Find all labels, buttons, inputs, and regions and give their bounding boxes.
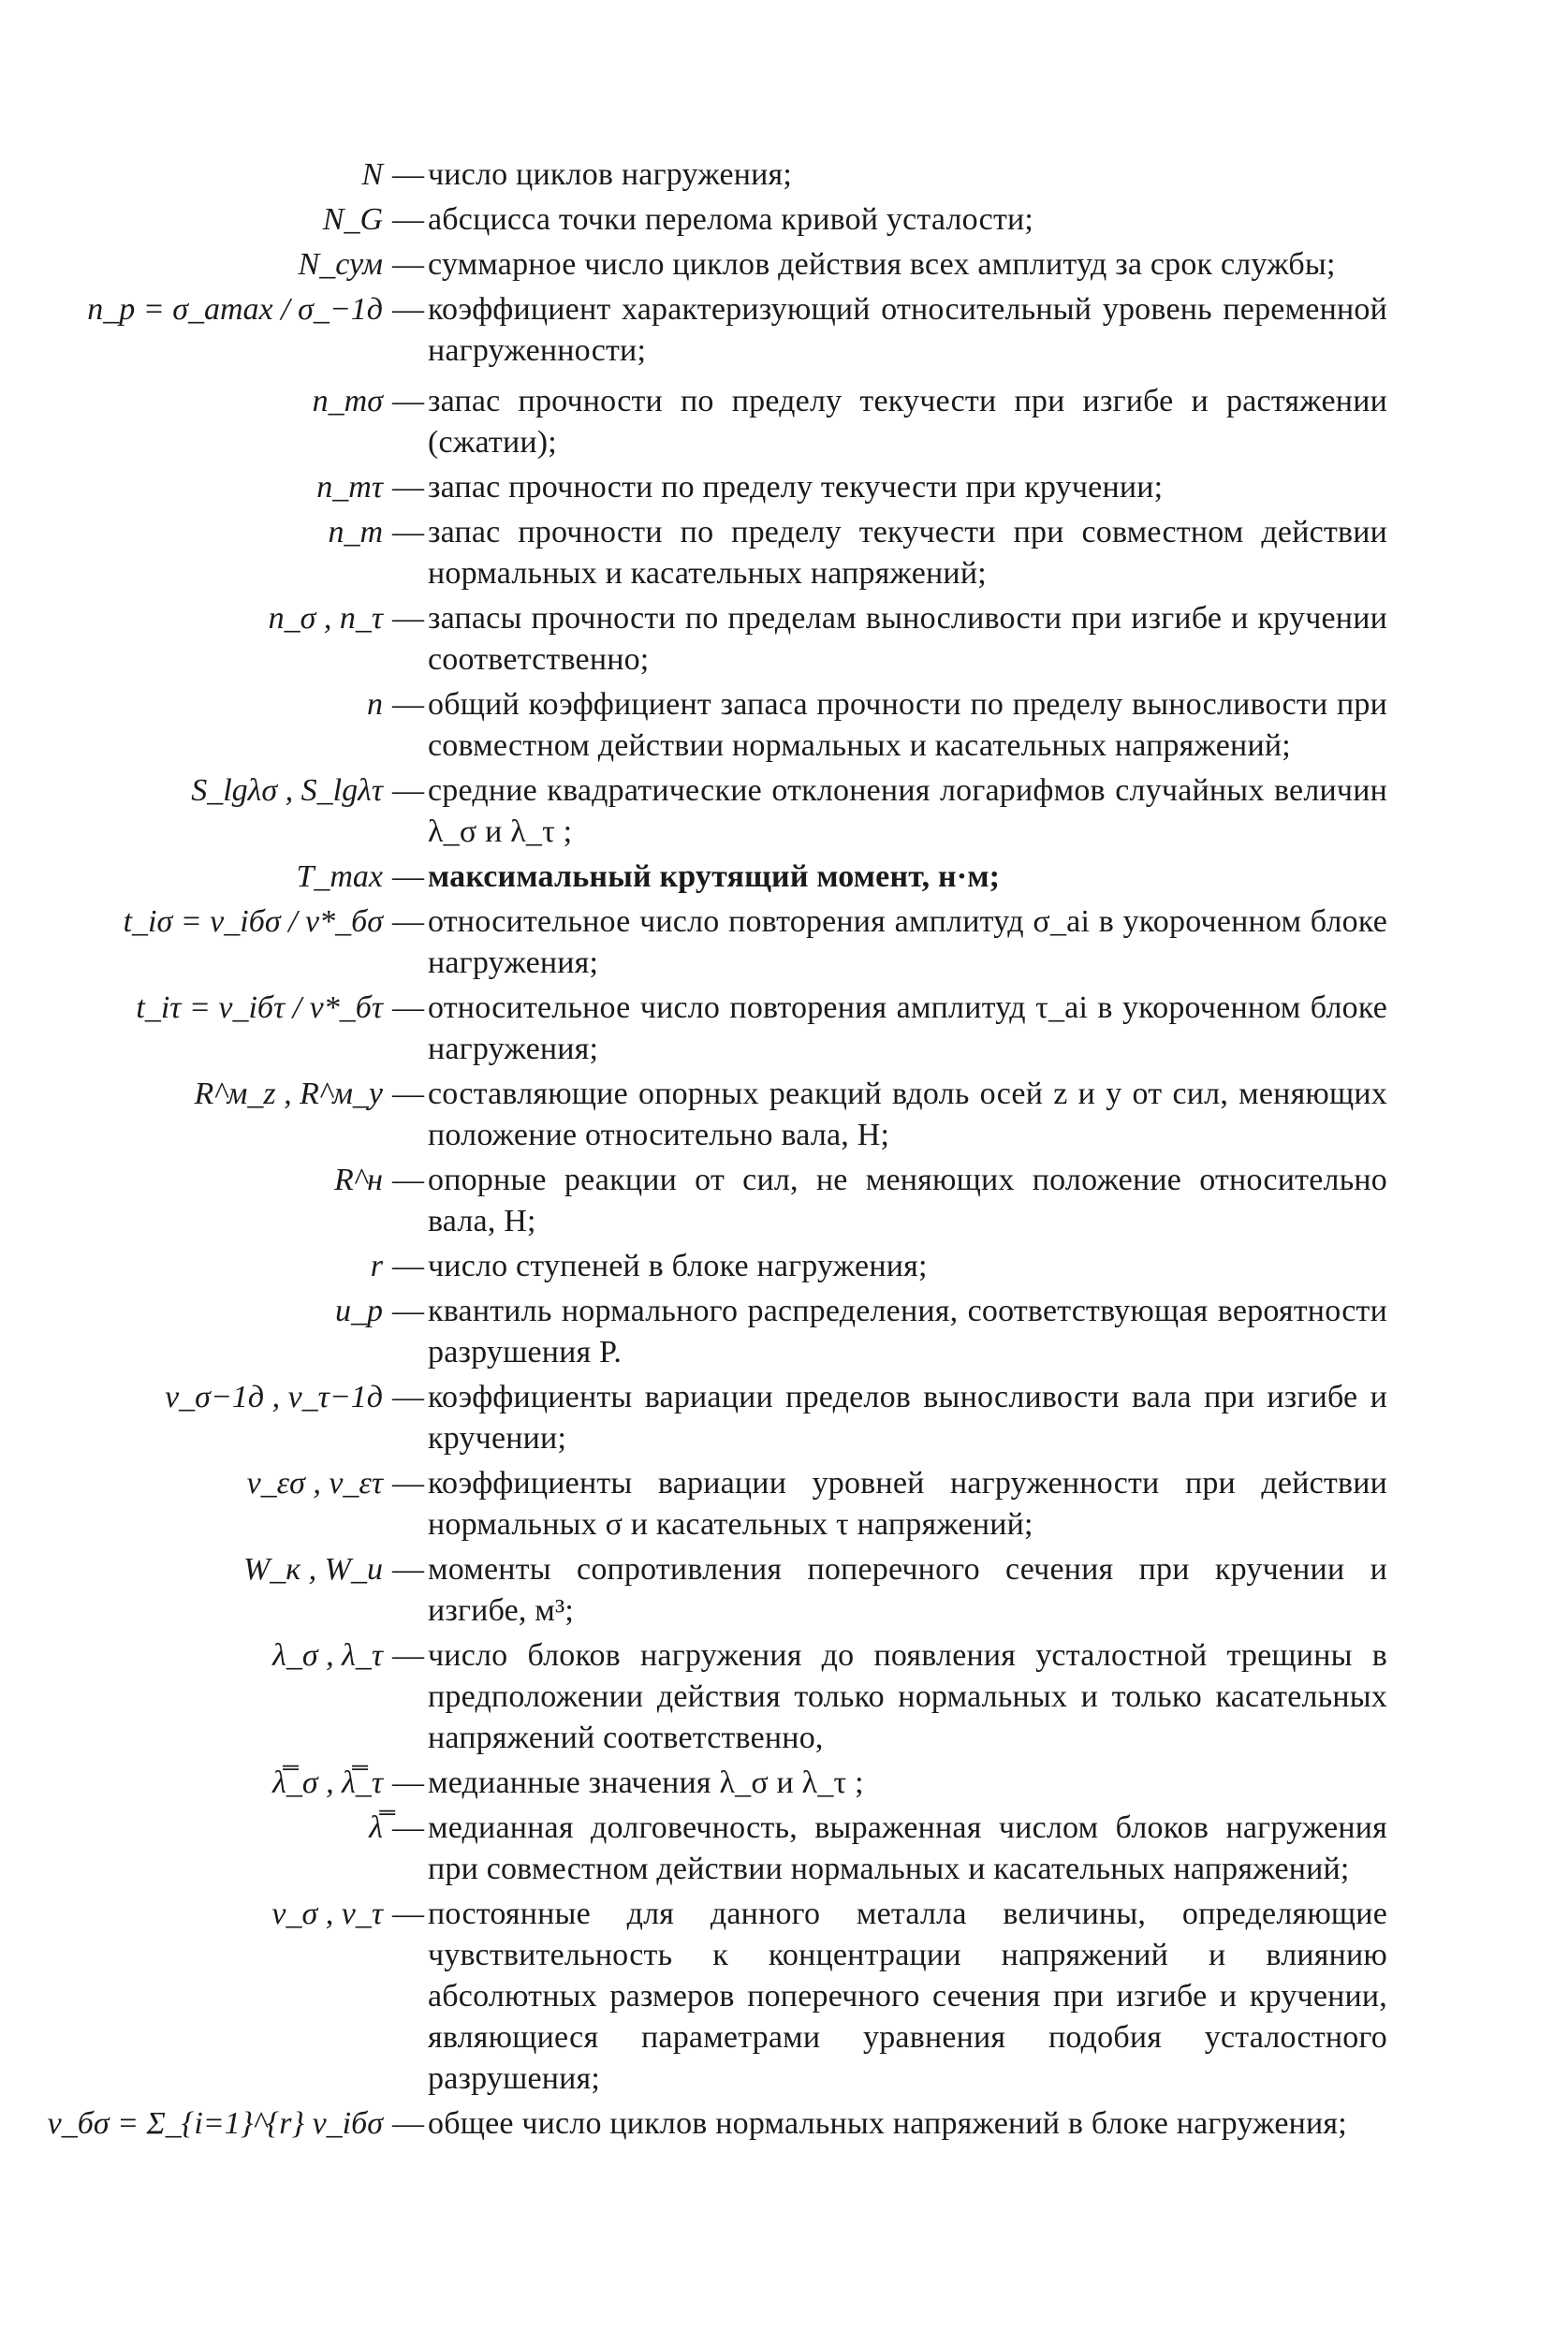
glossary-entry: n_тτ — запас прочности по пределу текучести при кручении;: [0, 467, 1568, 508]
glossary-entry: N — число циклов нагружения;: [0, 154, 1568, 196]
glossary-entry: R^м_z , R^м_y — составляющие опорных реакций вдоль осей z и y от сил, меняющих положение относительно вала, Н;: [0, 1074, 1568, 1156]
entry-symbol: T_max: [296, 859, 383, 894]
entry-symbol: N: [361, 157, 383, 192]
entry-definition: запас прочности по пределу текучести при кручении;: [428, 470, 1164, 505]
entry-definition: запас прочности по пределу текучести при изгибе и растяжении (сжатии);: [428, 384, 1387, 460]
entry-symbol: n_σ , n_τ: [268, 601, 383, 636]
entry-definition: максимальный крутящий момент, н·м;: [428, 859, 1001, 894]
entry-symbol: λ̿_σ , λ̿_τ: [272, 1765, 383, 1800]
glossary-entry: t_iτ = ν_iбτ / ν*_бτ — относительное число повторения амплитуд τ_ai в укороченном блоке нагружения;: [0, 988, 1568, 1070]
entry-symbol: N_сум: [298, 247, 383, 282]
entry-definition: запас прочности по пределу текучести при совместном действии нормальных и касательных напряжений;: [428, 515, 1387, 591]
entry-definition: постоянные для данного металла величины, определяющие чувствительность к концентрации напряжений и влиянию абсолютных размеров поперечного сечения при изгибе и кручении, являющиеся параметрами уравнения подобия усталостного разрушения;: [428, 1897, 1387, 2096]
entry-symbol: W_к , W_и: [242, 1552, 383, 1587]
entry-definition: медианная долговечность, выраженная числом блоков нагружения при совместном действии нормальных и касательных напряжений;: [428, 1810, 1387, 1886]
entry-symbol: v_εσ , v_ετ: [246, 1466, 383, 1501]
entry-symbol: n_т: [328, 515, 383, 549]
entry-definition: средние квадратические отклонения логарифмов случайных величин λ_σ и λ_τ ;: [428, 773, 1387, 849]
glossary-entry: T_max — максимальный крутящий момент, н·м;: [0, 857, 1568, 898]
entry-symbol: R^н: [334, 1163, 383, 1197]
glossary-entry: R^н — опорные реакции от сил, не меняющих положение относительно вала, Н;: [0, 1160, 1568, 1242]
glossary-entry: n_σ , n_τ — запасы прочности по пределам выносливости при изгибе и кручении соответственно;: [0, 598, 1568, 681]
entry-definition: квантиль нормального распределения, соответствующая вероятности разрушения P.: [428, 1294, 1387, 1370]
entry-definition: медианные значения λ_σ и λ_τ ;: [428, 1765, 864, 1800]
glossary-entry: λ̿ — медианная долговечность, выраженная числом блоков нагружения при совместном действии нормальных и касательных напряжений;: [0, 1808, 1568, 1890]
glossary-entry: n_р = σ_amax / σ_−1д — коэффициент характеризующий относительный уровень переменной нагруженности;: [0, 289, 1568, 372]
entry-definition: моменты сопротивления поперечного сечения при кручении и изгибе, м³;: [428, 1552, 1387, 1628]
entry-symbol: λ_σ , λ_τ: [272, 1638, 383, 1673]
glossary-entry: v_εσ , v_ετ — коэффициенты вариации уровней нагруженности при действии нормальных σ и касательных τ напряжений;: [0, 1463, 1568, 1545]
glossary-entry: u_р — квантиль нормального распределения, соответствующая вероятности разрушения P.: [0, 1291, 1568, 1373]
glossary-entry: S_lgλσ , S_lgλτ — средние квадратические отклонения логарифмов случайных величин λ_σ и λ_τ ;: [0, 770, 1568, 853]
entry-definition: число циклов нагружения;: [428, 157, 793, 192]
glossary-entry: λ_σ , λ_τ — число блоков нагружения до появления усталостной трещины в предположении действия только нормальных и только касательных напряжений соответственно,: [0, 1635, 1568, 1759]
entry-symbol: t_iσ = ν_iбσ / ν*_бσ: [123, 904, 383, 939]
entry-definition: суммарное число циклов действия всех амплитуд за срок службы;: [428, 247, 1336, 282]
entry-definition: число блоков нагружения до появления усталостной трещины в предположении действия только нормальных и только касательных напряжений соответственно,: [428, 1638, 1387, 1755]
entry-definition: общий коэффициент запаса прочности по пределу выносливости при совместном действии нормальных и касательных напряжений;: [428, 687, 1387, 763]
glossary-entry: n_тσ — запас прочности по пределу текучести при изгибе и растяжении (сжатии);: [0, 381, 1568, 463]
glossary-entry: v_σ−1д , v_τ−1д — коэффициенты вариации пределов выносливости вала при изгибе и кручении;: [0, 1377, 1568, 1459]
entry-definition: общее число циклов нормальных напряжений в блоке нагружения;: [428, 2106, 1347, 2141]
entry-definition: коэффициенты вариации уровней нагруженности при действии нормальных σ и касательных τ напряжений;: [428, 1466, 1387, 1542]
entry-definition: относительное число повторения амплитуд σ_ai в укороченном блоке нагружения;: [428, 904, 1387, 980]
entry-symbol: R^м_z , R^м_y: [194, 1077, 383, 1111]
entry-symbol: r: [370, 1249, 383, 1283]
glossary-entry: n — общий коэффициент запаса прочности по пределу выносливости при совместном действии нормальных и касательных напряжений;: [0, 684, 1568, 767]
symbol-glossary: [0, 154, 1568, 2148]
glossary-entry: r — число ступеней в блоке нагружения;: [0, 1246, 1568, 1287]
entry-definition: опорные реакции от сил, не меняющих положение относительно вала, Н;: [428, 1163, 1387, 1238]
entry-symbol: v_σ−1д , v_τ−1д: [165, 1380, 383, 1414]
entry-definition: составляющие опорных реакций вдоль осей z и y от сил, меняющих положение относительно вала, Н;: [428, 1077, 1387, 1152]
entry-definition: абсцисса точки перелома кривой усталости;: [428, 202, 1034, 237]
entry-definition: коэффициенты вариации пределов выносливости вала при изгибе и кручении;: [428, 1380, 1387, 1456]
glossary-entry: ν_бσ = Σ_{i=1}^{r} ν_iбσ — общее число циклов нормальных напряжений в блоке нагружения;: [0, 2103, 1568, 2145]
entry-definition: относительное число повторения амплитуд τ_ai в укороченном блоке нагружения;: [428, 990, 1387, 1066]
entry-symbol: ν_бσ = Σ_{i=1}^{r} ν_iбσ: [47, 2106, 383, 2141]
entry-symbol: t_iτ = ν_iбτ / ν*_бτ: [136, 990, 383, 1025]
entry-definition: запасы прочности по пределам выносливости при изгибе и кручении соответственно;: [428, 601, 1387, 677]
entry-symbol: N_G: [322, 202, 383, 237]
entry-symbol: λ̿: [369, 1810, 383, 1845]
entry-symbol: n_тτ: [316, 470, 383, 505]
glossary-entry: ν_σ , ν_τ — постоянные для данного металла величины, определяющие чувствительность к концентрации напряжений и влиянию абсолютных размеров поперечного сечения при изгибе и кручении, являющиеся параметрами уравнения подобия усталостного разрушения;: [0, 1894, 1568, 2100]
entry-symbol: n_р = σ_amax / σ_−1д: [87, 292, 383, 327]
entry-definition: число ступеней в блоке нагружения;: [428, 1249, 928, 1283]
glossary-entry: n_т — запас прочности по пределу текучести при совместном действии нормальных и касательных напряжений;: [0, 512, 1568, 594]
entry-symbol: u_р: [335, 1294, 383, 1328]
entry-definition: коэффициент характеризующий относительный уровень переменной нагруженности;: [428, 292, 1387, 368]
entry-symbol: S_lgλσ , S_lgλτ: [191, 773, 383, 808]
entry-symbol: ν_σ , ν_τ: [271, 1897, 383, 1931]
entry-symbol: n_тσ: [312, 384, 383, 418]
glossary-entry: W_к , W_и — моменты сопротивления поперечного сечения при кручении и изгибе, м³;: [0, 1549, 1568, 1632]
glossary-entry: t_iσ = ν_iбσ / ν*_бσ — относительное число повторения амплитуд σ_ai в укороченном блоке нагружения;: [0, 901, 1568, 984]
glossary-entry: λ̿_σ , λ̿_τ — медианные значения λ_σ и λ_τ ;: [0, 1763, 1568, 1804]
entry-symbol: n: [367, 687, 383, 722]
glossary-entry: N_сум — суммарное число циклов действия всех амплитуд за срок службы;: [0, 244, 1568, 286]
glossary-entry: N_G — абсцисса точки перелома кривой усталости;: [0, 199, 1568, 241]
